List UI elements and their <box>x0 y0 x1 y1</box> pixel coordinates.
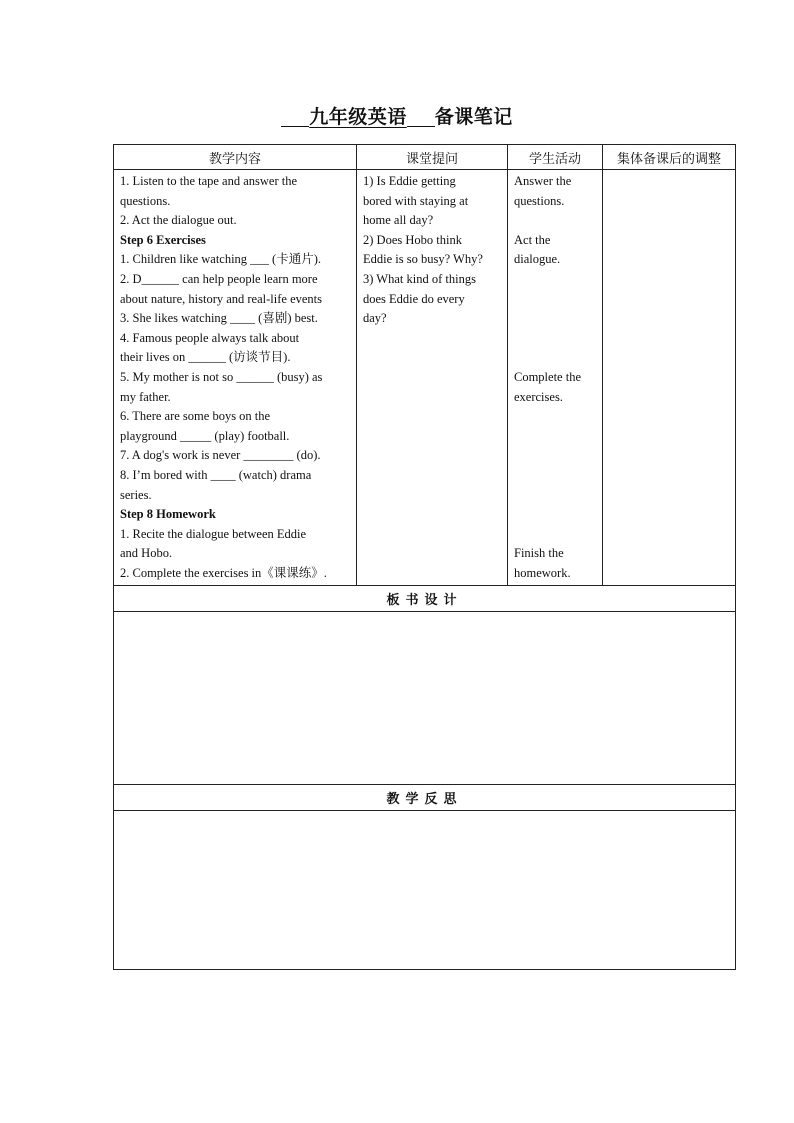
step-heading: Step 6 Exercises <box>120 232 206 247</box>
header-student-activities: 学生活动 <box>508 145 603 170</box>
question-line: home all day? <box>363 213 434 228</box>
question-line: bored with staying at <box>363 193 469 208</box>
page-title <box>0 102 794 129</box>
content-line: 2. Complete the exercises in《课课练》. <box>120 565 327 580</box>
activity-line: Complete the <box>514 369 581 384</box>
question-line: does Eddie do every <box>363 291 465 306</box>
board-design-area <box>114 612 736 785</box>
board-design-area-row <box>114 612 736 785</box>
activity-line: homework. <box>514 565 571 580</box>
reflection-header-row <box>114 785 736 811</box>
header-teaching-content: 教学内容 <box>114 145 357 170</box>
reflection-area <box>114 811 736 970</box>
question-line: 3) What kind of things <box>363 271 476 286</box>
title-blank-right <box>407 125 435 127</box>
student-activities-cell <box>508 170 603 586</box>
header-row <box>114 145 736 170</box>
board-design-heading: 板书设计 <box>114 586 736 612</box>
question-line: 2) Does Hobo think <box>363 232 462 247</box>
content-line: 8. I’m bored with ____ (watch) drama <box>120 467 312 482</box>
content-line: playground _____ (play) football. <box>120 428 290 443</box>
teaching-content-cell <box>114 170 357 586</box>
question-line: 1) Is Eddie getting <box>363 174 456 188</box>
activity-line: Finish the <box>514 546 564 561</box>
content-line: my father. <box>120 389 171 404</box>
content-line: 5. My mother is not so ______ (busy) as <box>120 369 323 384</box>
activity-line: exercises. <box>514 389 563 404</box>
content-line: series. <box>120 487 152 502</box>
content-line: 2. Act the dialogue out. <box>120 213 237 228</box>
activity-line: dialogue. <box>514 252 561 267</box>
class-questions-cell <box>357 170 508 586</box>
content-line: and Hobo. <box>120 546 173 561</box>
content-line: their lives on ______ (访谈节目). <box>120 350 291 365</box>
content-line: 2. D______ can help people learn more <box>120 271 318 286</box>
content-line: 1. Recite the dialogue between Eddie <box>120 526 307 541</box>
content-line: questions. <box>120 193 171 208</box>
adjustments-cell <box>603 170 736 586</box>
content-line: 6. There are some boys on the <box>120 409 271 424</box>
content-row <box>114 170 736 586</box>
content-line: 4. Famous people always talk about <box>120 330 300 345</box>
activity-line: questions. <box>514 193 565 208</box>
step-heading: Step 8 Homework <box>120 507 216 522</box>
reflection-heading: 教学反思 <box>114 785 736 811</box>
question-line: Eddie is so busy? Why? <box>363 252 483 267</box>
activity-line: Answer the <box>514 174 572 188</box>
reflection-area-row <box>114 811 736 970</box>
content-line: 7. A dog's work is never ________ (do). <box>120 448 321 463</box>
content-line: 3. She likes watching ____ (喜剧) best. <box>120 311 318 326</box>
question-line: day? <box>363 311 387 326</box>
header-class-questions: 课堂提问 <box>357 145 508 170</box>
title-subject: 九年级英语 <box>309 106 407 128</box>
content-line: 1. Listen to the tape and answer the <box>120 174 298 188</box>
lesson-plan-table <box>113 144 736 970</box>
title-suffix: 备课笔记 <box>434 106 513 128</box>
activity-line: Act the <box>514 232 551 247</box>
board-design-header-row <box>114 586 736 612</box>
title-blank-left <box>281 125 309 127</box>
header-adjustments: 集体备课后的调整 <box>603 145 736 170</box>
content-line: 1. Children like watching ___ (卡通片). <box>120 252 322 267</box>
content-line: about nature, history and real-life events <box>120 291 323 306</box>
